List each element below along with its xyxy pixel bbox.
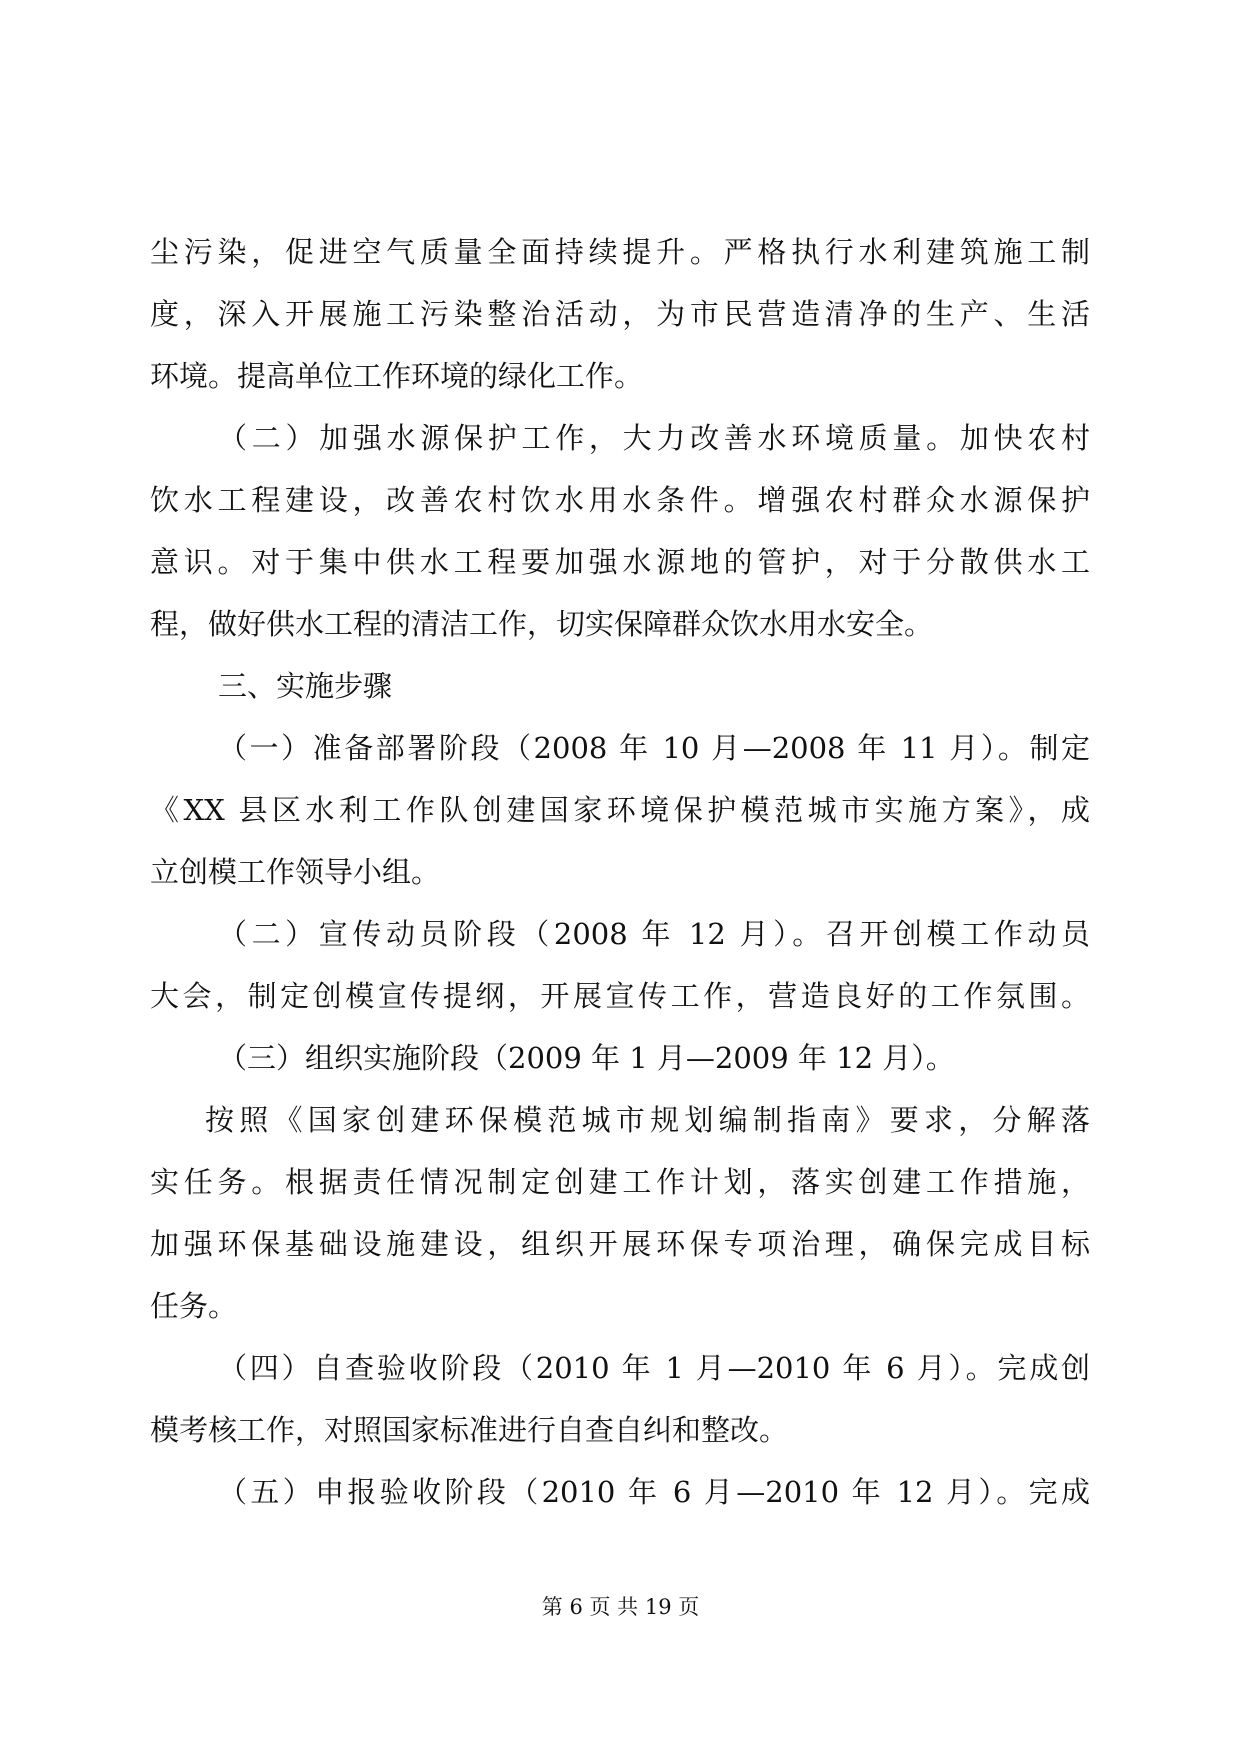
paragraph-line (0, 1088, 1241, 1152)
paragraph-line (0, 1274, 1241, 1338)
line-text: 加强环保基础设施建设，组织开展环保专项治理，确保完成目标 (150, 1227, 1090, 1261)
paragraph-line (0, 1398, 1241, 1462)
paragraph-line (0, 282, 1241, 346)
line-text: （一）准备部署阶段（2008 年 10 月—2008 年 11 月）。制定 (218, 731, 1090, 765)
page-footer (0, 1592, 1241, 1622)
line-text: 意识。对于集中供水工程要加强水源地的管护，对于分散供水工 (150, 545, 1090, 579)
page-number: 第 6 页 共 19 页 (541, 1595, 700, 1619)
section-heading-text: 三、实施步骤 (218, 669, 393, 703)
paragraph-line (0, 964, 1241, 1028)
line-text: 按照《国家创建环保模范城市规划编制指南》要求，分解落 (205, 1103, 1090, 1137)
line-text: （五）申报验收阶段（2010 年 6 月—2010 年 12 月）。完成 (218, 1475, 1090, 1509)
paragraph-line (0, 1336, 1241, 1400)
paragraph-line (0, 1150, 1241, 1214)
paragraph-line (0, 1026, 1241, 1090)
paragraph-line (0, 902, 1241, 966)
paragraph-line (0, 344, 1241, 408)
line-text: （三）组织实施阶段（2009 年 1 月—2009 年 12 月）。 (218, 1041, 955, 1075)
line-text: 实任务。根据责任情况制定创建工作计划，落实创建工作措施， (150, 1165, 1090, 1199)
line-text: 尘污染，促进空气质量全面持续提升。严格执行水利建筑施工制 (150, 235, 1090, 269)
paragraph-line (0, 530, 1241, 594)
paragraph-line (0, 778, 1241, 842)
paragraph-line (0, 468, 1241, 532)
line-text: 任务。 (150, 1289, 238, 1323)
line-text: 环境。提高单位工作环境的绿化工作。 (150, 359, 644, 393)
line-text: 大会，制定创模宣传提纲，开展宣传工作，营造良好的工作氛围。 (150, 979, 1090, 1013)
paragraph-line (0, 592, 1241, 656)
line-text: （四）自查验收阶段（2010 年 1 月—2010 年 6 月）。完成创 (218, 1351, 1090, 1385)
paragraph-line (0, 1460, 1241, 1524)
line-text: 程，做好供水工程的清洁工作，切实保障群众饮水用水安全。 (150, 607, 934, 641)
line-text: 模考核工作，对照国家标准进行自查自纠和整改。 (150, 1413, 789, 1447)
line-text: （二）宣传动员阶段（2008 年 12 月）。召开创模工作动员 (218, 917, 1090, 951)
line-text: （二）加强水源保护工作，大力改善水环境质量。加快农村 (218, 421, 1090, 455)
section-heading (0, 654, 1241, 718)
paragraph-line (0, 220, 1241, 284)
line-text: 立创模工作领导小组。 (150, 855, 441, 889)
paragraph-line (0, 1212, 1241, 1276)
line-text: 度，深入开展施工污染整治活动，为市民营造清净的生产、生活 (150, 297, 1090, 331)
line-text: 《XX 县区水利工作队创建国家环境保护模范城市实施方案》，成 (150, 793, 1090, 827)
paragraph-line (0, 406, 1241, 470)
line-text: 饮水工程建设，改善农村饮水用水条件。增强农村群众水源保护 (150, 483, 1090, 517)
paragraph-line (0, 840, 1241, 904)
paragraph-line (0, 716, 1241, 780)
